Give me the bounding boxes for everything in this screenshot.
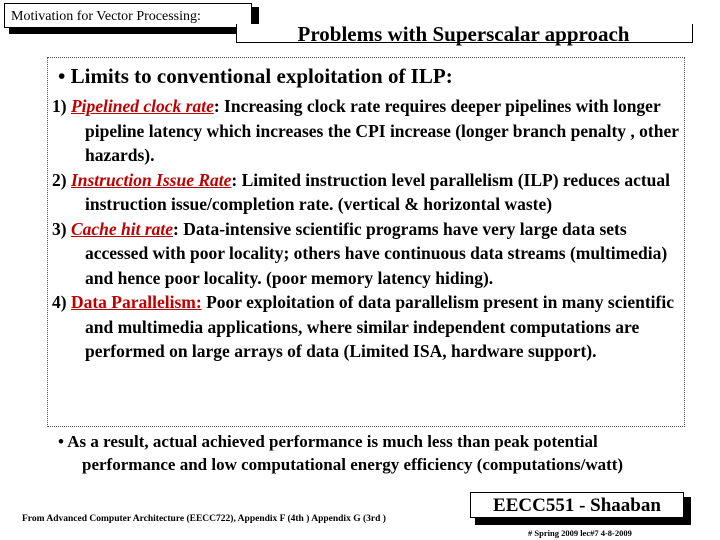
list-item — [52, 168, 692, 217]
list-item — [52, 217, 692, 291]
result-bullet: • As a result, actual achieved performance is much less than peak potential performance and low computational energy efficiency (computations/watt) — [58, 432, 624, 474]
item-text: : Increasing clock rate requires deeper pipelines with longer pipeline latency which increases the CPI increase (longer branch penalty , other hazards). — [85, 96, 679, 165]
main-bullet: • Limits to conventional exploitation of ILP: — [58, 64, 453, 88]
problem-list — [52, 94, 692, 364]
item-term: Pipelined clock rate — [70, 96, 214, 116]
source-citation: From Advanced Computer Architecture (EECC722), Appendix F (4th ) Appendix G (3rd ) — [22, 514, 386, 524]
page-title: Problems with Superscalar approach — [297, 22, 630, 46]
item-number: 4) — [52, 292, 71, 312]
item-term: Instruction Issue Rate — [70, 169, 232, 190]
item-term: Data Parallelism: — [70, 292, 202, 312]
item-text: Poor exploitation of data parallelism present in many scientific and multimedia applications, where similar independent computations are performed on large arrays of data (Limited ISA, hardware support). — [85, 292, 674, 361]
list-item — [52, 290, 692, 364]
lecture-info: # Spring 2009 lec#7 4-8-2009 — [528, 528, 632, 538]
item-number: 2) — [52, 169, 71, 190]
item-number: 3) — [52, 218, 71, 239]
item-number: 1) — [52, 96, 71, 116]
list-item — [52, 94, 692, 168]
header-label: Motivation for Vector Processing: — [4, 3, 252, 28]
course-badge: EECC551 - Shaaban — [470, 492, 684, 518]
item-text: : Data-intensive scientific programs have very large data sets accessed with poor locality; others have continuous data streams (multimedia) and hence poor locality. (poor memory latency hiding). — [85, 218, 668, 288]
item-text: : Limited instruction level parallelism (ILP) reduces actual instruction issue/completion rate. (vertical & horizontal waste) — [85, 169, 671, 214]
item-term: Cache hit rate — [70, 218, 174, 239]
